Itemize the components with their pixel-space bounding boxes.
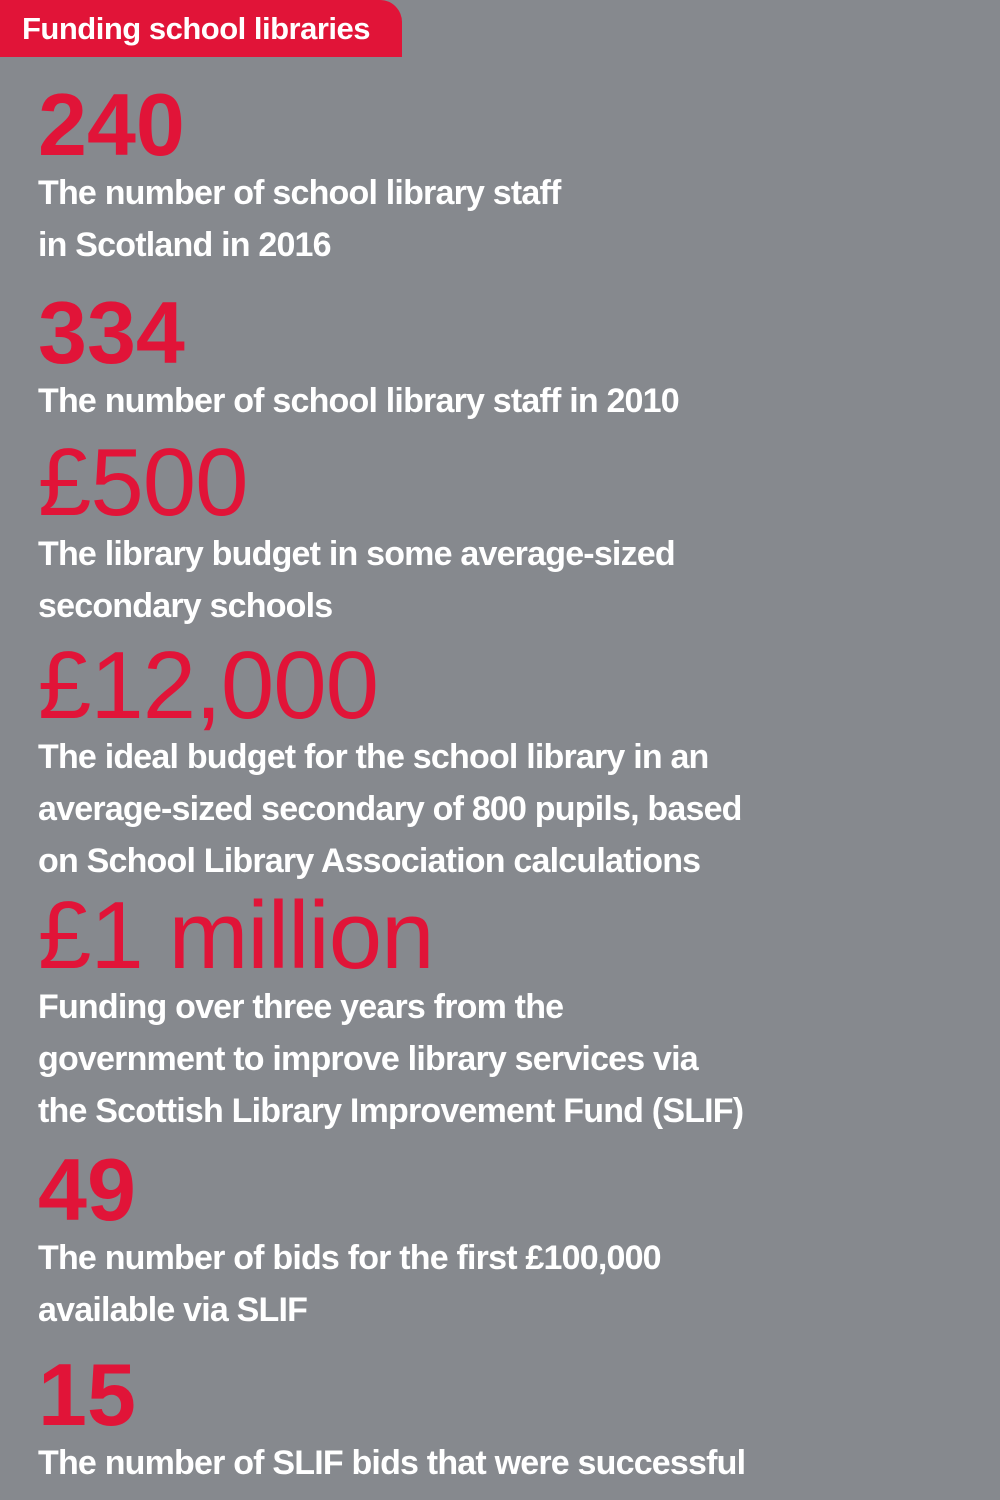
stat-description	[38, 167, 970, 271]
stat-description-line: in Scotland in 2016	[38, 226, 331, 264]
stat-description	[38, 1437, 970, 1489]
stat-value: £1 million	[38, 882, 434, 989]
panel-title-banner: Funding school libraries	[0, 0, 402, 57]
stat-item-slif-funding-1million	[38, 882, 970, 1137]
stat-description-line: The number of school library staff	[38, 174, 561, 212]
stat-description-line: average-sized secondary of 800 pupils, based	[38, 790, 742, 828]
stat-value: 15	[38, 1345, 136, 1444]
stat-item-staff-2010	[38, 283, 970, 427]
stat-description-line: the Scottish Library Improvement Fund (SLIF)	[38, 1092, 744, 1130]
stat-description-line: The ideal budget for the school library in an	[38, 738, 709, 776]
stat-item-budget-500	[38, 429, 970, 632]
stat-description-line: The number of bids for the first £100,000	[38, 1239, 661, 1277]
stat-item-staff-2016	[38, 75, 970, 271]
stat-value: 334	[38, 283, 185, 382]
stat-value: £12,000	[38, 632, 379, 739]
stat-description	[38, 528, 970, 632]
stat-item-bids-49	[38, 1140, 970, 1336]
stat-description	[38, 1232, 970, 1336]
stat-description-line: The library budget in some average-sized	[38, 535, 675, 573]
stat-description-line: The number of SLIF bids that were successful	[38, 1444, 746, 1482]
stat-description-line: The number of school library staff in 2010	[38, 382, 679, 420]
stat-description	[38, 375, 970, 427]
stat-description	[38, 981, 970, 1137]
stat-value: 240	[38, 75, 185, 174]
stat-item-successful-bids-15	[38, 1345, 970, 1489]
stat-value: 49	[38, 1140, 136, 1239]
stat-description-line: government to improve library services via	[38, 1040, 698, 1078]
stat-item-ideal-budget-12000	[38, 632, 970, 887]
stat-value: £500	[38, 429, 248, 536]
stat-description-line: Funding over three years from the	[38, 988, 564, 1026]
stat-description-line: secondary schools	[38, 587, 333, 625]
stat-description	[38, 731, 970, 887]
stat-description-line: on School Library Association calculations	[38, 842, 701, 880]
stat-description-line: available via SLIF	[38, 1291, 308, 1329]
